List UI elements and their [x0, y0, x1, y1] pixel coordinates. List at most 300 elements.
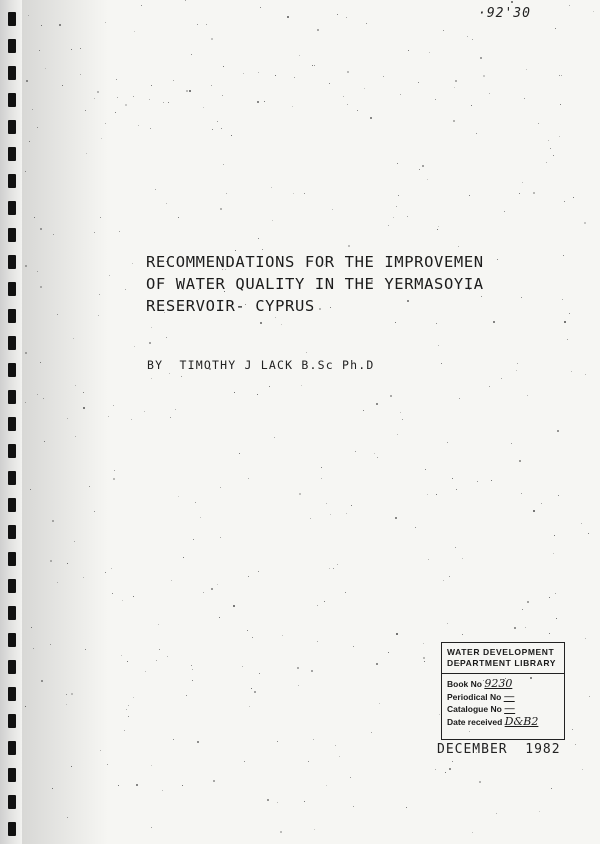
- paper-speck: [52, 520, 54, 522]
- paper-speck: [26, 80, 28, 82]
- library-stamp: [441, 642, 565, 740]
- paper-speck: [200, 517, 201, 518]
- paper-speck: [100, 750, 101, 751]
- paper-speck: [107, 764, 108, 765]
- paper-speck: [397, 163, 398, 164]
- paper-speck: [231, 135, 232, 136]
- stamp-header-line-2: DEPARTMENT LIBRARY: [447, 658, 557, 668]
- paper-speck: [317, 605, 318, 606]
- paper-speck: [332, 209, 333, 210]
- binding-hole: [8, 768, 16, 782]
- paper-speck: [203, 107, 204, 108]
- paper-speck: [355, 451, 356, 452]
- paper-speck: [267, 799, 269, 801]
- paper-speck: [569, 313, 570, 314]
- paper-speck: [67, 817, 68, 818]
- paper-speck: [197, 741, 199, 743]
- paper-speck: [249, 706, 250, 707]
- paper-speck: [407, 216, 408, 217]
- paper-speck: [393, 217, 394, 218]
- paper-speck: [128, 705, 129, 706]
- paper-speck: [262, 249, 263, 250]
- paper-speck: [277, 802, 278, 803]
- paper-speck: [233, 605, 235, 607]
- paper-speck: [329, 568, 330, 569]
- paper-speck: [424, 661, 425, 662]
- paper-speck: [281, 324, 282, 325]
- paper-speck: [166, 337, 167, 338]
- paper-speck: [149, 99, 150, 100]
- date-received-label: Date received: [447, 716, 503, 727]
- paper-speck: [282, 635, 283, 636]
- paper-speck: [44, 441, 45, 442]
- report-title: [146, 251, 566, 317]
- paper-speck: [260, 7, 261, 8]
- paper-speck: [178, 496, 179, 497]
- paper-speck: [329, 83, 330, 84]
- paper-speck: [211, 38, 213, 40]
- paper-speck: [395, 517, 397, 519]
- paper-speck: [94, 232, 95, 233]
- paper-speck: [335, 745, 336, 746]
- paper-speck: [324, 601, 325, 602]
- paper-speck: [293, 193, 294, 194]
- paper-speck: [257, 101, 259, 103]
- paper-speck: [108, 416, 109, 417]
- stamp-date-received: [447, 716, 559, 729]
- paper-speck: [169, 373, 170, 374]
- paper-speck: [30, 489, 31, 490]
- paper-speck: [395, 322, 396, 323]
- paper-speck: [257, 394, 258, 395]
- paper-speck: [371, 732, 372, 733]
- paper-speck: [192, 669, 193, 670]
- paper-speck: [113, 478, 115, 480]
- paper-speck: [133, 596, 134, 597]
- paper-speck: [527, 395, 528, 396]
- paper-speck: [343, 96, 344, 97]
- paper-speck: [37, 271, 38, 272]
- paper-speck: [575, 744, 576, 745]
- paper-speck: [453, 120, 455, 122]
- paper-speck: [131, 419, 132, 420]
- paper-speck: [471, 105, 472, 106]
- paper-speck: [445, 772, 446, 773]
- paper-speck: [259, 673, 260, 674]
- catalogue-value: —: [504, 702, 516, 715]
- paper-speck: [271, 187, 272, 188]
- paper-speck: [452, 761, 453, 762]
- paper-speck: [310, 518, 311, 519]
- paper-speck: [297, 667, 299, 669]
- paper-speck: [314, 65, 315, 66]
- paper-speck: [71, 766, 72, 767]
- paper-speck: [350, 777, 351, 778]
- paper-speck: [333, 568, 334, 569]
- paper-speck: [436, 494, 437, 495]
- paper-speck: [588, 533, 589, 534]
- paper-speck: [118, 785, 119, 786]
- paper-speck: [195, 502, 196, 503]
- paper-speck: [186, 695, 187, 696]
- paper-speck: [52, 788, 53, 789]
- paper-speck: [388, 652, 389, 653]
- paper-speck: [585, 638, 586, 639]
- paper-speck: [125, 104, 127, 106]
- paper-speck: [39, 50, 40, 51]
- paper-speck: [526, 69, 527, 70]
- paper-speck: [41, 680, 43, 682]
- paper-speck: [244, 761, 245, 762]
- paper-speck: [113, 405, 114, 406]
- paper-speck: [159, 649, 160, 650]
- paper-speck: [514, 627, 516, 629]
- paper-speck: [173, 739, 174, 740]
- paper-speck: [114, 470, 115, 471]
- paper-speck: [527, 601, 529, 603]
- binding-shadow: [18, 0, 108, 844]
- paper-speck: [185, 0, 186, 1]
- paper-speck: [522, 182, 523, 183]
- paper-speck: [292, 106, 293, 107]
- paper-speck: [71, 49, 72, 50]
- binding-hole: [8, 633, 16, 647]
- paper-speck: [156, 660, 157, 661]
- binding-hole: [8, 606, 16, 620]
- book-no-value: 9230: [484, 677, 513, 690]
- stamp-divider: [442, 673, 564, 674]
- paper-speck: [479, 781, 481, 783]
- author-line: BY TIMOTHY J LACK B.Sc Ph.D: [147, 358, 375, 372]
- paper-speck: [480, 57, 482, 59]
- paper-speck: [86, 153, 87, 154]
- periodical-label: Periodical No: [447, 691, 502, 702]
- paper-speck: [122, 600, 123, 601]
- paper-speck: [549, 597, 550, 598]
- paper-speck: [275, 317, 276, 318]
- paper-speck: [589, 696, 590, 697]
- paper-speck: [136, 784, 138, 786]
- title-line-2: OF WATER QUALITY IN THE YERMASOYIA: [146, 275, 484, 293]
- paper-speck: [390, 395, 392, 397]
- paper-speck: [439, 714, 440, 715]
- paper-speck: [504, 211, 505, 212]
- paper-speck: [115, 112, 116, 113]
- paper-speck: [569, 5, 570, 6]
- paper-speck: [493, 321, 495, 323]
- paper-speck: [447, 442, 448, 443]
- paper-speck: [117, 97, 118, 98]
- paper-speck: [124, 730, 125, 731]
- binding-hole: [8, 201, 16, 215]
- paper-speck: [99, 294, 100, 295]
- paper-speck: [559, 136, 560, 137]
- paper-speck: [151, 85, 152, 86]
- paper-speck: [109, 275, 110, 276]
- paper-speck: [66, 694, 67, 695]
- paper-speck: [151, 378, 152, 379]
- paper-speck: [423, 643, 424, 644]
- paper-speck: [345, 592, 346, 593]
- paper-speck: [258, 72, 259, 73]
- spiral-binding: [0, 0, 22, 844]
- paper-speck: [221, 128, 222, 129]
- paper-speck: [25, 265, 27, 267]
- paper-speck: [477, 481, 478, 482]
- paper-speck: [553, 553, 554, 554]
- paper-speck: [133, 96, 134, 97]
- paper-speck: [551, 788, 552, 789]
- paper-speck: [423, 657, 425, 659]
- paper-speck: [346, 17, 347, 18]
- binding-hole: [8, 309, 16, 323]
- paper-speck: [45, 68, 46, 69]
- paper-speck: [151, 327, 152, 328]
- paper-speck: [564, 201, 565, 202]
- paper-speck: [193, 539, 194, 540]
- paper-speck: [317, 29, 319, 31]
- paper-speck: [167, 656, 168, 657]
- paper-speck: [396, 633, 398, 635]
- paper-speck: [402, 419, 403, 420]
- binding-hole: [8, 525, 16, 539]
- paper-speck: [155, 189, 156, 190]
- paper-speck: [80, 74, 81, 75]
- paper-speck: [280, 831, 282, 833]
- paper-speck: [162, 790, 163, 791]
- paper-speck: [555, 28, 556, 29]
- paper-speck: [525, 627, 526, 628]
- paper-speck: [435, 99, 436, 100]
- paper-speck: [75, 436, 76, 437]
- binding-hole: [8, 39, 16, 53]
- paper-speck: [517, 363, 518, 364]
- paper-speck: [31, 627, 32, 628]
- paper-speck: [111, 568, 112, 569]
- paper-speck: [321, 467, 322, 468]
- paper-speck: [71, 693, 73, 695]
- paper-speck: [436, 323, 437, 324]
- paper-speck: [555, 593, 556, 594]
- paper-speck: [28, 15, 29, 16]
- paper-speck: [269, 386, 270, 387]
- paper-speck: [151, 765, 152, 766]
- paper-speck: [397, 434, 398, 435]
- paper-speck: [308, 761, 309, 762]
- stamp-periodical-no: [447, 691, 559, 704]
- paper-speck: [219, 617, 220, 618]
- paper-speck: [400, 94, 401, 95]
- paper-speck: [128, 716, 129, 717]
- paper-speck: [519, 193, 520, 194]
- paper-speck: [299, 493, 301, 495]
- paper-speck: [112, 593, 113, 594]
- binding-hole: [8, 660, 16, 674]
- paper-speck: [220, 487, 221, 488]
- paper-speck: [347, 104, 348, 105]
- binding-hole: [8, 741, 16, 755]
- paper-speck: [97, 91, 99, 93]
- paper-speck: [25, 402, 26, 403]
- paper-speck: [400, 412, 401, 413]
- paper-speck: [443, 30, 444, 31]
- paper-speck: [40, 228, 42, 230]
- book-no-label: Book No: [447, 679, 482, 689]
- paper-speck: [94, 98, 95, 99]
- paper-speck: [57, 314, 58, 315]
- paper-speck: [449, 768, 451, 770]
- paper-speck: [406, 807, 407, 808]
- paper-speck: [75, 385, 76, 386]
- paper-speck: [388, 225, 389, 226]
- paper-speck: [53, 234, 54, 235]
- date-received-value: D&B2: [504, 714, 539, 728]
- paper-speck: [377, 457, 378, 458]
- paper-speck: [337, 14, 338, 15]
- paper-speck: [25, 352, 27, 354]
- paper-speck: [559, 75, 560, 76]
- paper-speck: [491, 480, 492, 481]
- paper-speck: [40, 286, 42, 288]
- binding-hole: [8, 363, 16, 377]
- paper-speck: [459, 398, 460, 399]
- paper-speck: [357, 110, 358, 111]
- binding-hole: [8, 12, 16, 26]
- paper-speck: [564, 321, 566, 323]
- paper-speck: [339, 756, 340, 757]
- paper-speck: [483, 75, 485, 77]
- binding-hole: [8, 255, 16, 269]
- paper-speck: [522, 609, 523, 610]
- binding-hole: [8, 228, 16, 242]
- paper-speck: [550, 148, 551, 149]
- binding-hole: [8, 147, 16, 161]
- paper-speck: [40, 362, 41, 363]
- paper-speck: [239, 453, 240, 454]
- paper-speck: [347, 71, 349, 73]
- paper-speck: [170, 417, 171, 418]
- paper-speck: [467, 36, 468, 37]
- paper-speck: [299, 55, 300, 56]
- paper-speck: [145, 671, 146, 672]
- paper-speck: [197, 24, 198, 25]
- paper-speck: [501, 378, 502, 379]
- paper-speck: [192, 680, 193, 681]
- title-line-3: RESERVOIR- CYPRUS: [146, 297, 315, 315]
- paper-speck: [211, 85, 212, 86]
- paper-speck: [33, 648, 34, 649]
- binding-hole: [8, 822, 16, 836]
- paper-speck: [560, 104, 561, 105]
- paper-speck: [304, 193, 305, 194]
- paper-speck: [443, 580, 444, 581]
- paper-speck: [275, 75, 276, 76]
- paper-speck: [101, 138, 102, 139]
- paper-speck: [125, 289, 126, 290]
- paper-speck: [212, 129, 213, 130]
- paper-speck: [220, 537, 221, 538]
- paper-speck: [203, 592, 204, 593]
- binding-hole: [8, 93, 16, 107]
- paper-speck: [533, 510, 535, 512]
- paper-speck: [418, 82, 419, 83]
- paper-speck: [317, 641, 318, 642]
- binding-hole: [8, 687, 16, 701]
- paper-speck: [274, 437, 275, 438]
- paper-speck: [383, 76, 384, 77]
- paper-speck: [213, 780, 215, 782]
- paper-speck: [166, 203, 167, 204]
- paper-speck: [150, 128, 151, 129]
- paper-speck: [312, 65, 313, 66]
- paper-speck: [57, 582, 58, 583]
- paper-speck: [489, 93, 490, 94]
- paper-speck: [181, 376, 182, 377]
- paper-speck: [469, 195, 470, 196]
- paper-speck: [119, 231, 120, 232]
- paper-speck: [370, 117, 372, 119]
- paper-speck: [458, 246, 459, 247]
- paper-speck: [223, 66, 224, 67]
- paper-speck: [134, 31, 135, 32]
- paper-speck: [74, 541, 75, 542]
- paper-speck: [105, 123, 106, 124]
- paper-speck: [462, 558, 463, 559]
- paper-speck: [452, 478, 453, 479]
- paper-speck: [556, 618, 557, 619]
- paper-speck: [66, 704, 67, 705]
- paper-speck: [247, 630, 248, 631]
- paper-speck: [554, 535, 555, 536]
- paper-speck: [553, 155, 554, 156]
- paper-speck: [258, 238, 259, 239]
- paper-speck: [298, 685, 299, 686]
- paper-speck: [126, 709, 127, 710]
- paper-speck: [519, 460, 521, 462]
- paper-speck: [163, 102, 164, 103]
- paper-speck: [141, 5, 142, 6]
- paper-speck: [217, 584, 218, 585]
- paper-speck: [521, 493, 522, 494]
- paper-speck: [456, 489, 457, 490]
- paper-speck: [449, 576, 450, 577]
- paper-speck: [572, 729, 573, 730]
- paper-speck: [311, 670, 313, 672]
- paper-speck: [50, 560, 52, 562]
- paper-speck: [89, 486, 90, 487]
- paper-speck: [301, 385, 302, 386]
- paper-speck: [561, 75, 562, 76]
- paper-speck: [158, 624, 159, 625]
- binding-hole: [8, 336, 16, 350]
- paper-speck: [248, 576, 249, 577]
- paper-speck: [415, 527, 416, 528]
- paper-speck: [573, 197, 574, 198]
- binding-hole: [8, 120, 16, 134]
- paper-speck: [533, 192, 535, 194]
- paper-speck: [132, 263, 133, 264]
- paper-speck: [447, 623, 448, 624]
- paper-speck: [363, 410, 364, 411]
- binding-hole: [8, 390, 16, 404]
- paper-speck: [330, 514, 331, 515]
- binding-hole: [8, 66, 16, 80]
- paper-speck: [427, 494, 428, 495]
- paper-speck: [582, 769, 583, 770]
- paper-speck: [326, 503, 327, 504]
- paper-speck: [419, 169, 420, 170]
- paper-speck: [524, 98, 525, 99]
